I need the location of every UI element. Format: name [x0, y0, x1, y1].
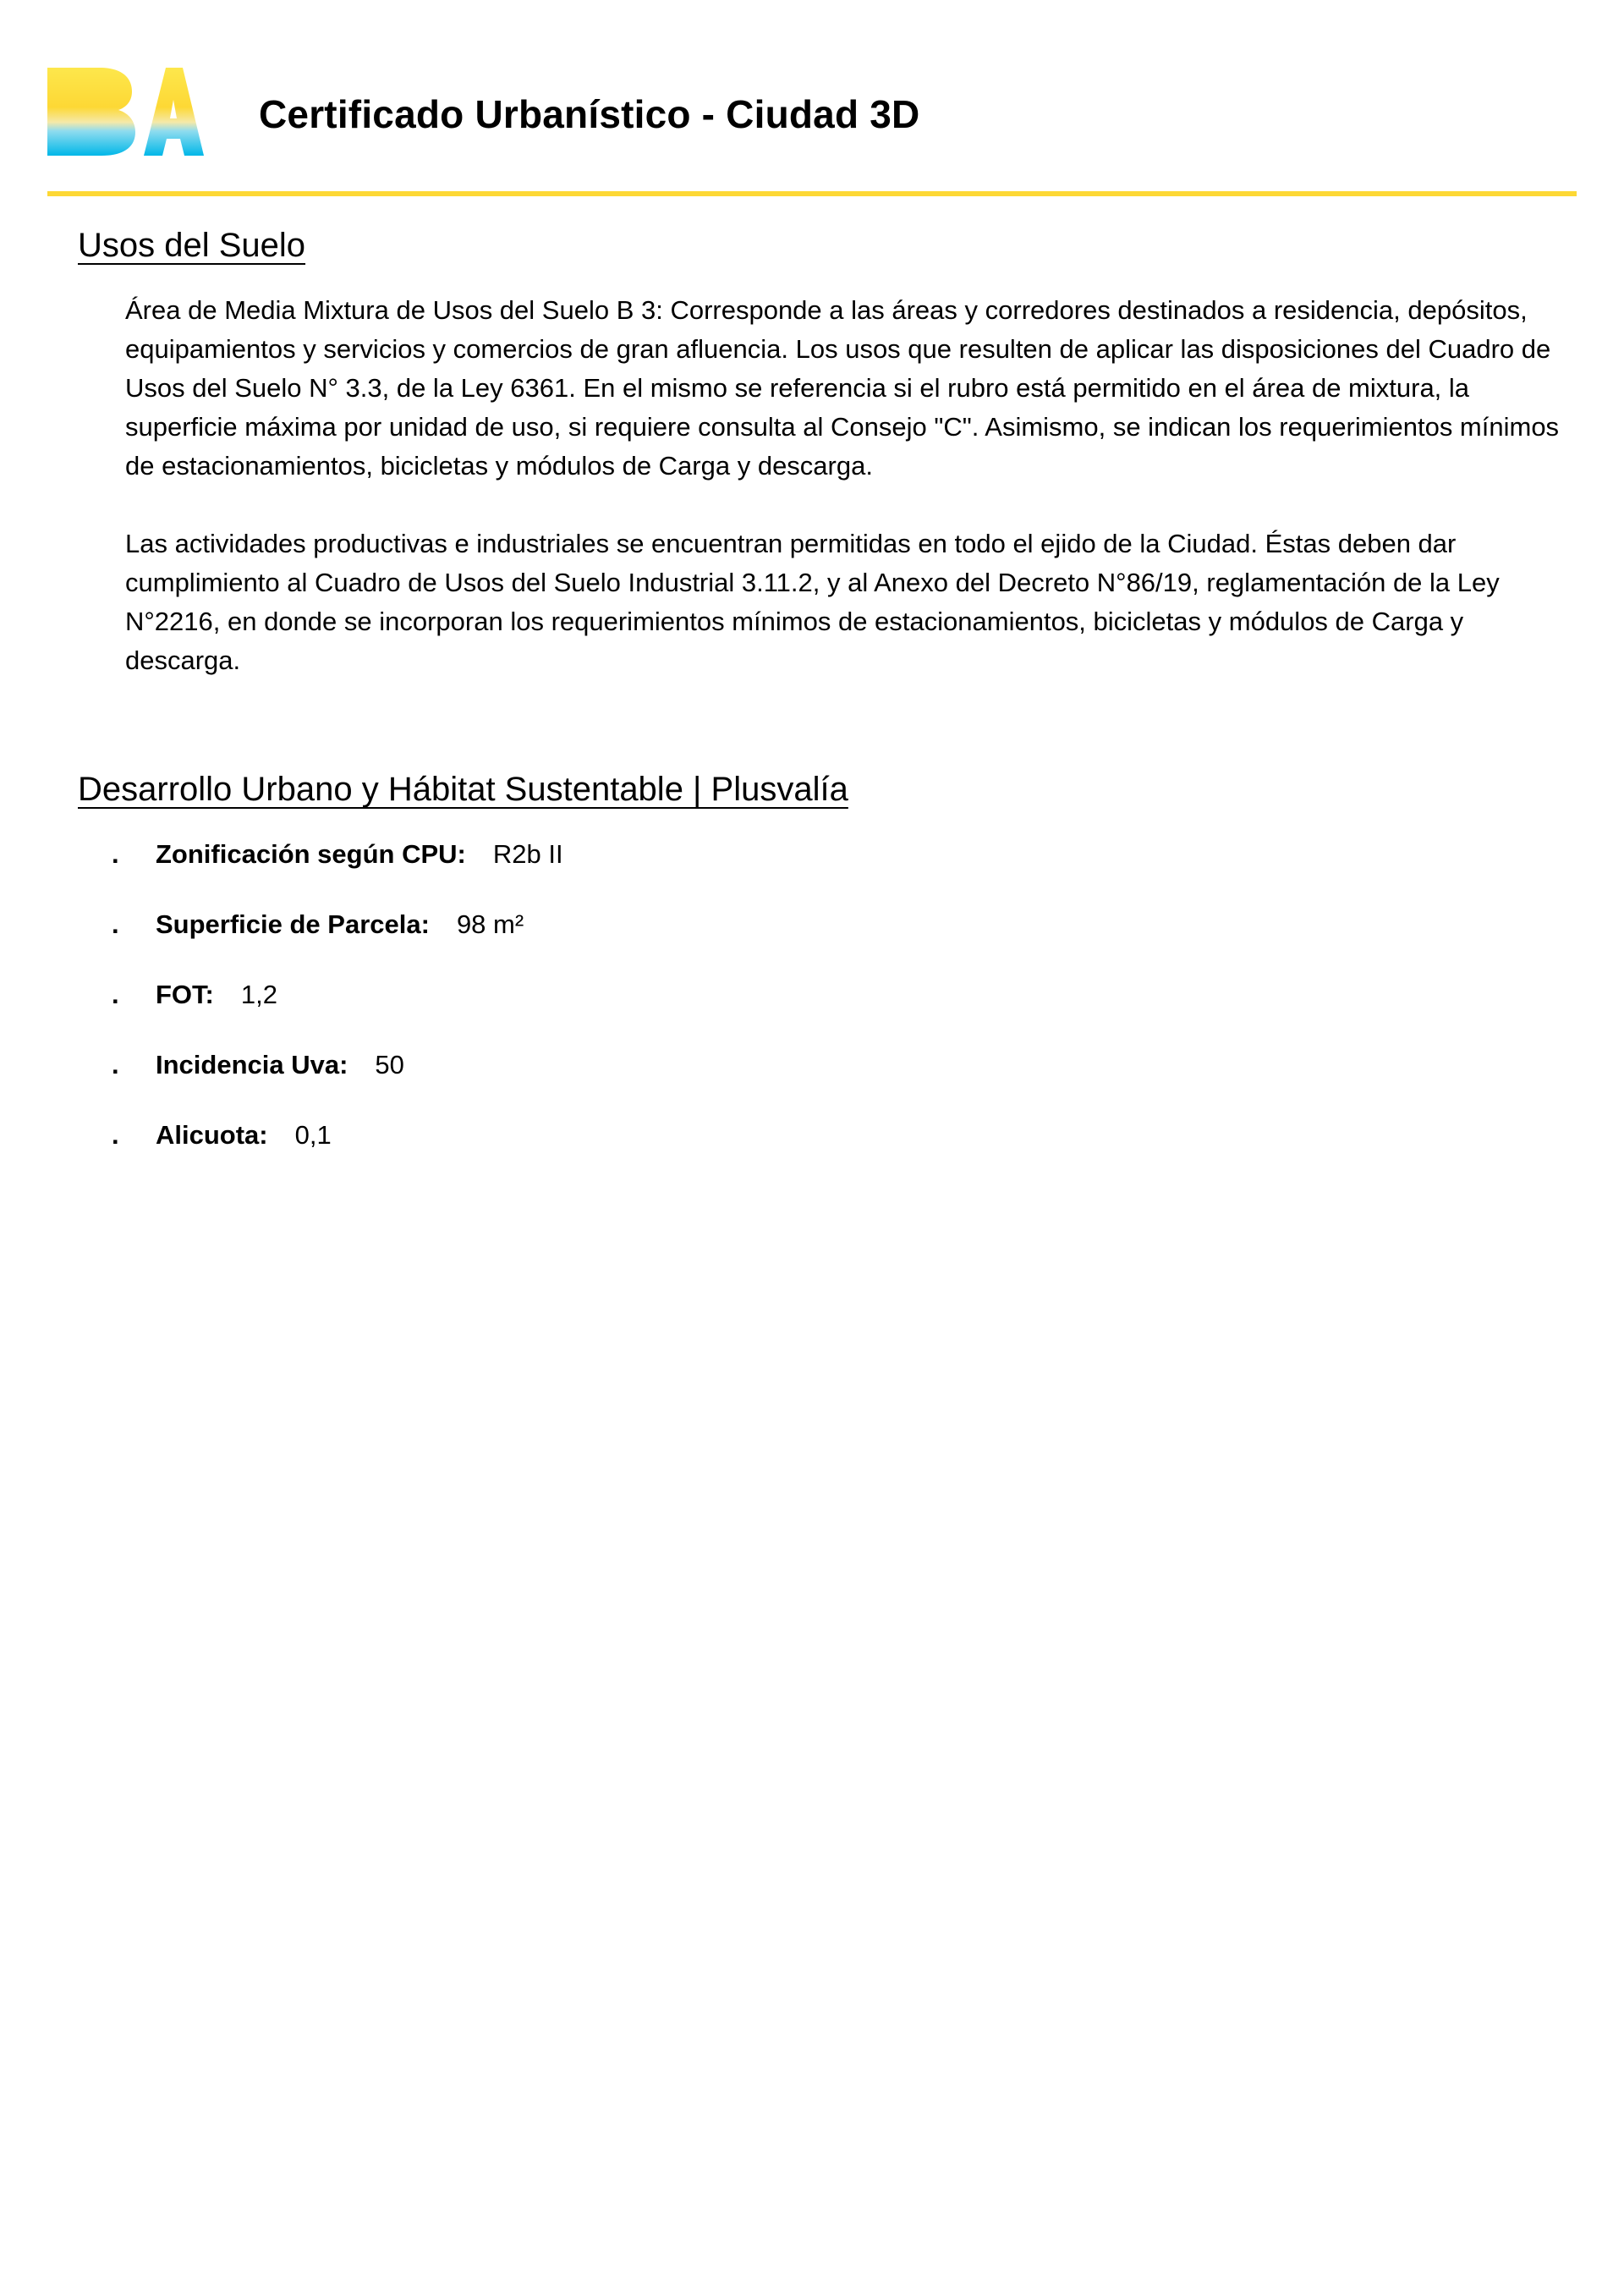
list-bullet: . [112, 839, 119, 869]
item-label: Zonificación según CPU: [156, 839, 466, 869]
usos-paragraph-1: Área de Media Mixtura de Usos del Suelo B 3: Corresponde a las áreas y corredores destinados a residencia, depósitos, equipamientos y servicios y comercios de gran afluencia. Los usos que resulten de aplicar las disposiciones del Cuadro de Usos del Suelo N° 3.3, de la Ley 6361. En el mismo se referencia si el rubro está permitido en el área de mixtura, la superficie máxima por unidad de uso, si requiere consulta al Consejo "C". Asimismo, se indican los requerimientos mínimos de estacionamientos, bicicletas y módulos de Carga y descarga. [125, 295, 1560, 481]
parcel-attributes-list [112, 838, 563, 1189]
item-value: 0,1 [294, 1120, 332, 1150]
list-bullet: . [112, 1120, 119, 1150]
item-label: Superficie de Parcela: [156, 909, 430, 939]
item-value: R2b II [492, 839, 563, 869]
list-bullet: . [112, 909, 119, 939]
document-title: Certificado Urbanístico - Ciudad 3D [259, 92, 920, 136]
ba-logo [47, 68, 204, 156]
item-label: FOT: [156, 980, 214, 1009]
list-item-superficie [112, 908, 563, 978]
header-divider [47, 191, 1577, 196]
list-item-incidencia-uva [112, 1048, 563, 1118]
list-item-fot [112, 978, 563, 1048]
usos-paragraph-2: Las actividades productivas e industriales se encuentran permitidas en todo el ejido de la Ciudad. Éstas deben dar cumplimiento al Cuadro de Usos del Suelo Industrial 3.11.2, y al Anexo del Decreto N°86/19, reglamentación de la Ley N°2216, en donde se incorporan los requerimientos mínimos de estacionamientos, bicicletas y módulos de Carga y descarga. [125, 529, 1500, 675]
list-bullet: . [112, 980, 119, 1009]
document-header [47, 68, 1577, 195]
item-label: Incidencia Uva: [156, 1050, 348, 1079]
item-value: 50 [375, 1050, 404, 1079]
item-value: 98 m² [456, 909, 524, 939]
list-item-alicuota [112, 1118, 563, 1189]
list-item-zonificacion [112, 838, 563, 908]
item-value: 1,2 [240, 980, 277, 1009]
item-label: Alicuota: [156, 1120, 268, 1150]
section-title-desarrollo-urbano: Desarrollo Urbano y Hábitat Sustentable | Plusvalía [78, 771, 848, 808]
list-bullet: . [112, 1050, 119, 1079]
section-title-usos-del-suelo: Usos del Suelo [78, 227, 306, 264]
